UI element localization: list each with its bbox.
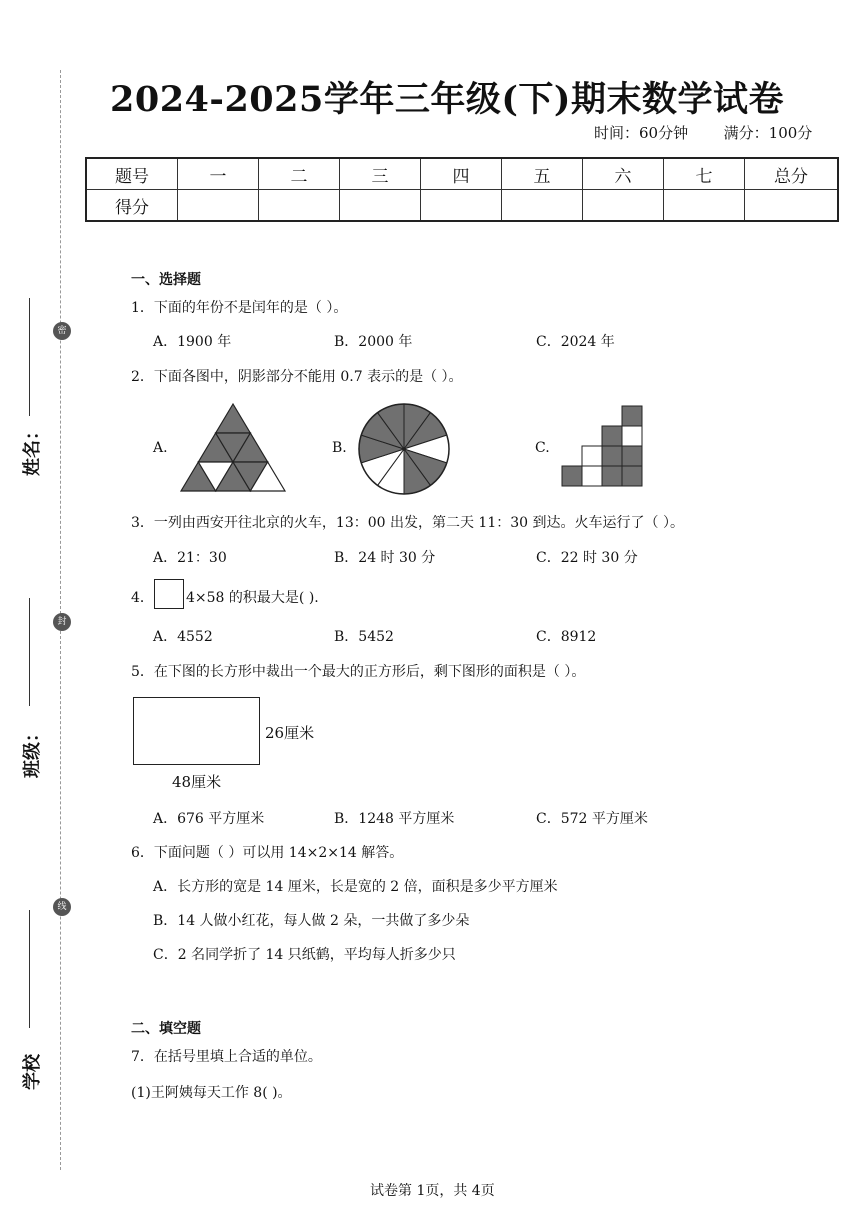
q5-rectangle — [133, 697, 260, 765]
exam-title: 2024-2025学年三年级(下)期末数学试卷 — [110, 79, 784, 120]
q5-option-c[interactable]: C．572 平方厘米 — [536, 811, 648, 827]
score-input-cell[interactable] — [178, 190, 259, 222]
score-cell: 四 — [421, 158, 502, 190]
score-input-cell[interactable] — [340, 190, 421, 222]
q6-text: 6．下面问题（ ）可以用 14×2×14 解答。 — [131, 845, 404, 861]
q2-text: 2．下面各图中，阴影部分不能用 0.7 表示的是（ ）。 — [131, 369, 463, 385]
square-piece — [602, 466, 622, 486]
square-piece — [562, 466, 582, 486]
square-piece — [622, 406, 642, 426]
q1-option-a[interactable]: A．1900 年 — [153, 334, 232, 350]
score-cell: 得分 — [86, 190, 178, 222]
q4-option-c[interactable]: C．8912 — [536, 629, 597, 645]
q4-prefix: 4． — [131, 590, 154, 606]
score-cell: 三 — [340, 158, 421, 190]
score-table — [85, 157, 839, 222]
class-blank-line — [29, 598, 30, 706]
q1-text: 1．下面的年份不是闰年的是（ ）。 — [131, 300, 348, 316]
full-score: 满分：100分 — [723, 124, 813, 142]
score-input-cell[interactable] — [745, 190, 839, 222]
q4-option-b[interactable]: B．5452 — [334, 629, 394, 645]
q5-height-label: 26厘米 — [265, 724, 315, 742]
section1-title: 一、选择题 — [131, 272, 201, 288]
score-cell: 七 — [664, 158, 745, 190]
q2-option-b[interactable]: B. — [332, 440, 347, 456]
square-piece — [622, 466, 642, 486]
square-piece — [622, 446, 642, 466]
q3-option-c[interactable]: C．22 时 30 分 — [536, 550, 638, 566]
square-piece — [602, 426, 622, 446]
q2-option-a[interactable]: A. — [153, 440, 168, 456]
score-table-score-row — [86, 190, 838, 222]
score-cell: 题号 — [86, 158, 178, 190]
q2-staircase-figure — [558, 404, 648, 490]
seal-mi: 密 — [53, 322, 71, 340]
q5-option-a[interactable]: A．676 平方厘米 — [153, 811, 265, 827]
triangle-piece — [216, 404, 251, 433]
q6-option-c[interactable]: C．2 名同学折了 14 只纸鹤，平均每人折多少只 — [153, 947, 456, 963]
score-input-cell[interactable] — [583, 190, 664, 222]
q1-option-c[interactable]: C．2024 年 — [536, 334, 615, 350]
name-blank-line — [29, 298, 30, 416]
score-input-cell[interactable] — [664, 190, 745, 222]
score-cell: 六 — [583, 158, 664, 190]
class-label: 班级： — [22, 724, 43, 778]
score-input-cell[interactable] — [502, 190, 583, 222]
seal-xian: 线 — [53, 898, 71, 916]
q6-option-a[interactable]: A．长方形的宽是 14 厘米，长是宽的 2 倍，面积是多少平方厘米 — [153, 879, 558, 895]
name-label: 姓名： — [22, 422, 43, 476]
q1-option-b[interactable]: B．2000 年 — [334, 334, 413, 350]
score-input-cell[interactable] — [259, 190, 340, 222]
q6-option-b[interactable]: B．14 人做小红花，每人做 2 朵，一共做了多少朵 — [153, 913, 470, 929]
seal-feng: 封 — [53, 613, 71, 631]
q2-circle-figure — [355, 400, 453, 498]
q3-text: 3．一列由西安开往北京的火车，13：00 出发，第二天 11：30 到达。火车运行了（ ）。 — [131, 515, 684, 531]
q2-option-c[interactable]: C. — [535, 440, 550, 456]
score-cell: 二 — [259, 158, 340, 190]
q7-1-text[interactable]: (1)王阿姨每天工作 8( )。 — [131, 1085, 292, 1101]
q5-text: 5．在下图的长方形中裁出一个最大的正方形后，剩下图形的面积是（ ）。 — [131, 664, 586, 680]
q3-option-a[interactable]: A．21：30 — [153, 550, 227, 566]
section2-title: 二、填空题 — [131, 1021, 201, 1037]
q5-option-b[interactable]: B．1248 平方厘米 — [334, 811, 455, 827]
q3-option-b[interactable]: B．24 时 30 分 — [334, 550, 436, 566]
page-footer: 试卷第 1页，共 4页 — [370, 1183, 495, 1199]
square-piece — [622, 426, 642, 446]
q7-text: 7．在括号里填上合适的单位。 — [131, 1049, 322, 1065]
q4-option-a[interactable]: A．4552 — [153, 629, 213, 645]
score-cell: 一 — [178, 158, 259, 190]
q4-blank-box[interactable] — [154, 579, 184, 609]
school-blank-line — [29, 910, 30, 1028]
square-piece — [602, 446, 622, 466]
q4-text: 4×58 的积最大是( ). — [186, 590, 319, 606]
score-cell: 总分 — [745, 158, 839, 190]
score-table-header-row — [86, 158, 838, 190]
q2-triangle-figure — [178, 402, 288, 496]
exam-meta — [594, 122, 812, 143]
time-limit: 时间：60分钟 — [594, 124, 689, 142]
square-piece — [582, 446, 602, 466]
square-piece — [582, 466, 602, 486]
score-input-cell[interactable] — [421, 190, 502, 222]
q5-width-label: 48厘米 — [172, 773, 222, 791]
score-cell: 五 — [502, 158, 583, 190]
school-label: 学校 — [22, 1054, 43, 1090]
